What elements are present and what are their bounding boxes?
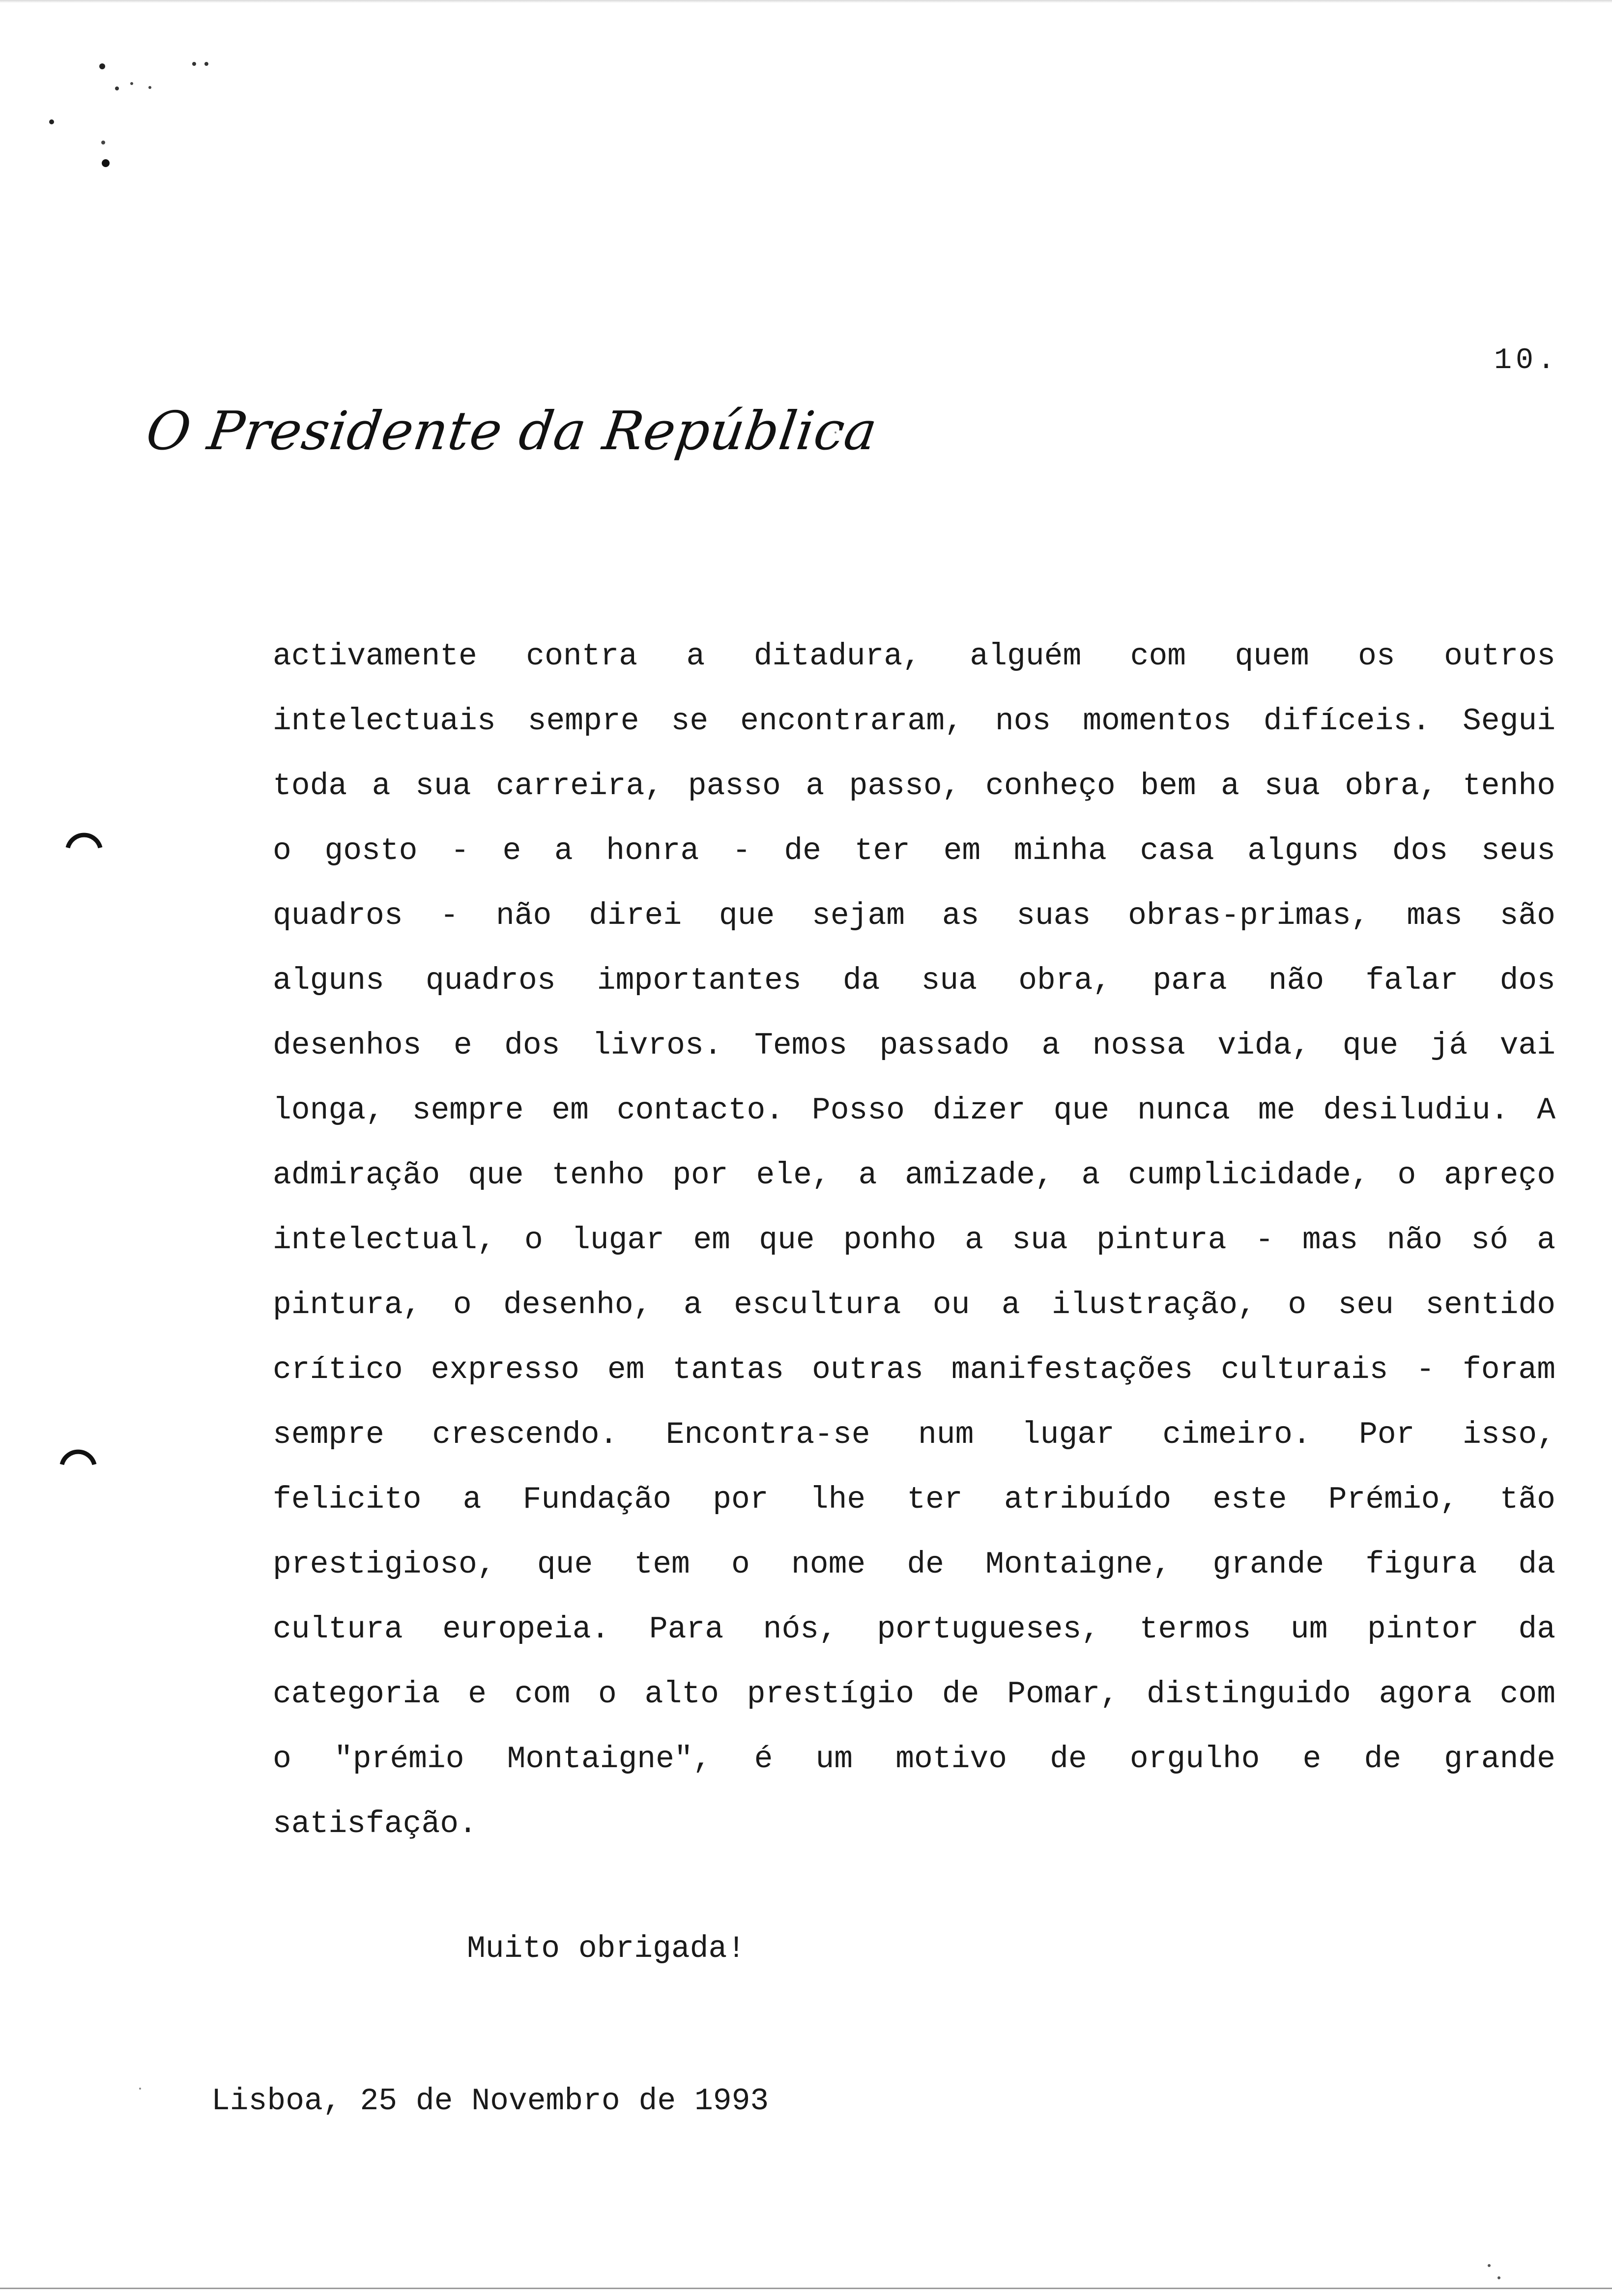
body-line: desenhos e dos livros. Temos passado a nossa vida, que já vai xyxy=(273,1028,1555,1063)
body-line: intelectual, o lugar em que ponho a sua pintura - mas não só a xyxy=(273,1223,1555,1258)
body-line: felicito a Fundação por lhe ter atribuído este Prémio, tão xyxy=(273,1482,1555,1517)
place-and-date: Lisboa, 25 de Novembro de 1993 xyxy=(211,2084,769,2119)
speech-body xyxy=(273,624,1555,1857)
body-line: cultura europeia. Para nós, portugueses, termos um pintor da xyxy=(273,1612,1555,1647)
punch-hole-upper xyxy=(64,813,103,853)
body-line: satisfação. xyxy=(273,1807,477,1841)
body-line: o gosto - e a honra - de ter em minha casa alguns dos seus xyxy=(273,833,1555,868)
body-line: activamente contra a ditadura, alguém com quem os outros xyxy=(273,639,1555,674)
closing-thanks: Muito obrigada! xyxy=(467,1931,746,1966)
body-line: o "prémio Montaigne", é um motivo de orgulho e de grande xyxy=(273,1742,1555,1777)
body-line: toda a sua carreira, passo a passo, conheço bem a sua obra, tenho xyxy=(273,769,1555,804)
body-line: admiração que tenho por ele, a amizade, a cumplicidade, o apreço xyxy=(273,1158,1555,1193)
body-line: alguns quadros importantes da sua obra, para não falar dos xyxy=(273,963,1555,998)
body-line: categoria e com o alto prestígio de Pomar, distinguido agora com xyxy=(273,1677,1555,1712)
body-line: sempre crescendo. Encontra-se num lugar cimeiro. Por isso, xyxy=(273,1417,1555,1452)
letterhead-title: O Presidente da República xyxy=(143,401,881,462)
body-line: pintura, o desenho, a escultura ou a ilustração, o seu sentido xyxy=(273,1288,1555,1322)
body-line: intelectuais sempre se encontraram, nos momentos difíceis. Segui xyxy=(273,704,1555,739)
body-line: crítico expresso em tantas outras manifestações culturais - foram xyxy=(273,1352,1555,1387)
page-number: 10. xyxy=(1494,344,1559,377)
body-line: longa, sempre em contacto. Posso dizer que nunca me desiludiu. A xyxy=(273,1093,1555,1128)
punch-hole-lower xyxy=(58,1430,97,1469)
body-line: prestigioso, que tem o nome de Montaigne, grande figura da xyxy=(273,1547,1555,1582)
scan-bottom-edge xyxy=(0,2288,1612,2289)
body-line: quadros - não direi que sejam as suas obras-primas, mas são xyxy=(273,898,1555,933)
